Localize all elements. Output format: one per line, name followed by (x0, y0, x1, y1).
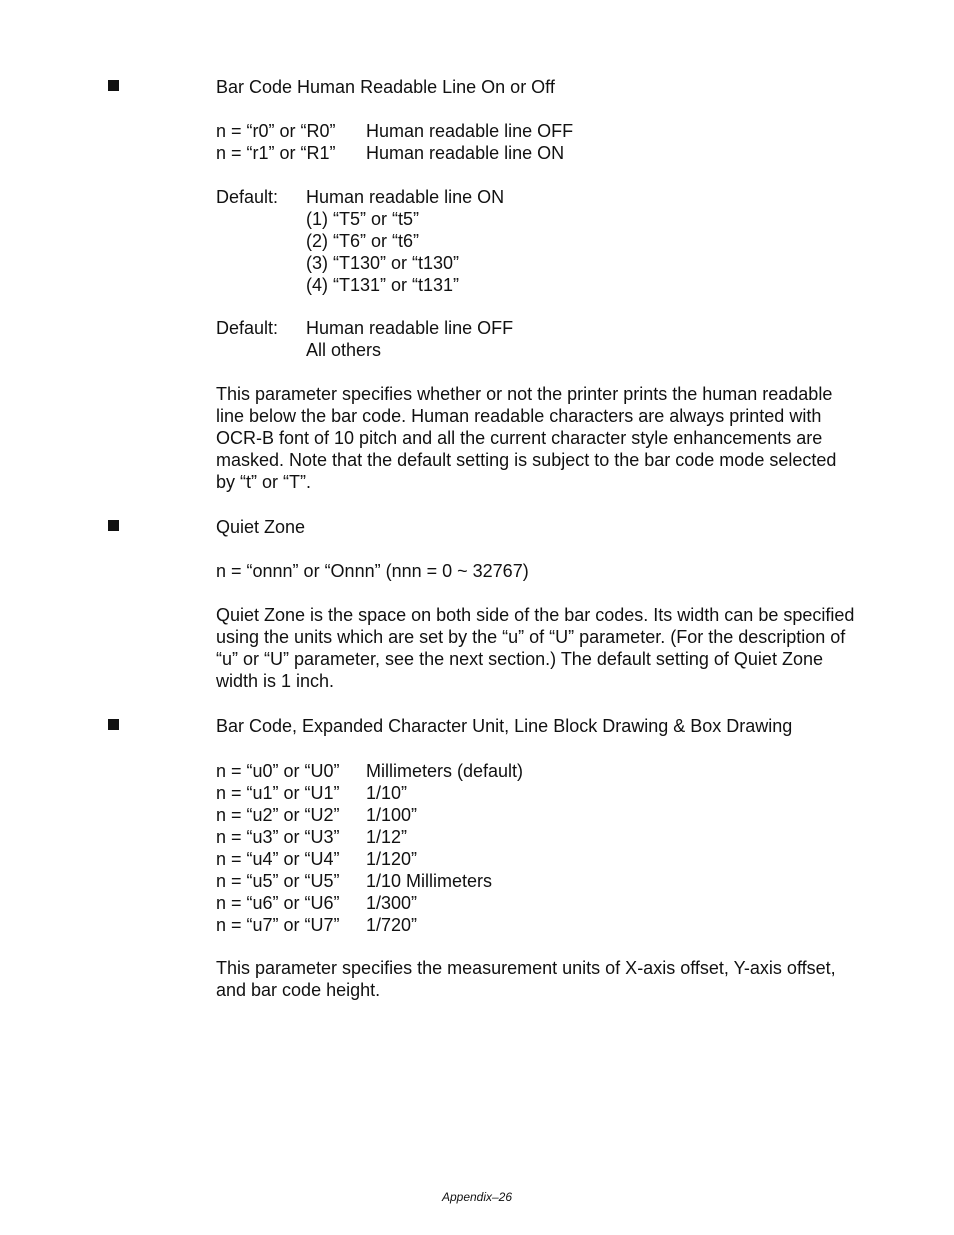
option-desc: 1/120” (366, 849, 418, 869)
option-row-u7 (216, 914, 418, 936)
option-desc: 1/100” (366, 805, 418, 825)
document-page: Bar Code Human Readable Line On or Off n = “r0” or “R0” Human readable line OFF n = “r1” or “R1” Human readable line ON Default: Human readable line ON (1) “T5” or “t5” (2) “T6” or “t6” (3) “T130” or “t130” (4) “T131” or “t131” Default: Human readable line OFF All others This parameter specifies whether or not the printer prints the human readable line below the bar code. Human readable characters are always printed with OCR-B font of 10 pitch and all the current character style enhancements are masked. Note that the default setting is subject to the bar code mode selected by “t” or “T”. Quiet Zone n = “onnn” or “Onnn” (nnn = 0 ~ 32767) Quiet Zone is the space on both side of the bar codes. Its width can be specified using the units which are set by the “u” of “U” parameter. (For the description of “u” or “U” parameter, see the next section.) The default setting of Quiet Zone width is 1 inch. Bar Code, Expanded Character Unit, Line Block Drawing & Box Drawing n = “u0” or “U0” Millimeters (default) n = “u1” or “U1” 1/10” n = “u2” or “U2” 1/100” n = “u3” or “U3” 1/12” n = “u4” or “U4” 1/120” n = “u5” or “U5” 1/10 Millimeters n = “u6” or “U6” 1/300” n = “u7” or “U7” 1/720” This parameter specifies the measurement units of X-axis offset, Y-axis offset, and bar code height. Appendix–26 (0, 0, 954, 1235)
option-row-u1 (216, 782, 408, 804)
option-row-u0 (216, 760, 524, 782)
option-code: n = “r0” or “R0” (216, 121, 336, 141)
section-heading-units: Bar Code, Expanded Character Unit, Line Block Drawing & Box Drawing (216, 716, 793, 736)
quiet-zone-syntax: n = “onnn” or “Onnn” (nnn = 0 ~ 32767) (216, 561, 529, 581)
option-desc: 1/12” (366, 827, 408, 847)
option-code: n = “r1” or “R1” (216, 143, 336, 163)
option-desc: 1/300” (366, 893, 418, 913)
option-row-u2 (216, 804, 418, 826)
option-code: n = “u7” or “U7” (216, 915, 340, 935)
option-row-r0 (216, 120, 574, 142)
option-row-u5 (216, 870, 493, 892)
section-bullet-quiet-zone (108, 520, 119, 531)
paragraph-human-readable: This parameter specifies whether or not the printer prints the human readable line below the bar code. Human readable characters are always printed with OCR-B font of 10 pitch and all the current character style enhancements are masked. Note that the default setting is subject to the bar code mode selected by “t” or “T”. (216, 384, 837, 492)
paragraph-quiet-zone: Quiet Zone is the space on both side of the bar codes. Its width can be specified using the units which are set by the “u” of “U” parameter. (For the description of “u” or “U” parameter, see the next section.) The default setting of Quiet Zone width is 1 inch. (216, 605, 855, 691)
section-bullet-units (108, 719, 119, 730)
default-value: Human readable line OFF (306, 318, 514, 338)
option-code: n = “u5” or “U5” (216, 871, 340, 891)
option-code: n = “u0” or “U0” (216, 761, 340, 781)
option-code: n = “u2” or “U2” (216, 805, 340, 825)
option-desc: Human readable line OFF (366, 121, 574, 141)
option-desc: Human readable line ON (366, 143, 565, 163)
option-row-r1 (216, 142, 565, 164)
option-desc: 1/720” (366, 915, 418, 935)
option-row-u3 (216, 826, 408, 848)
option-code: n = “u4” or “U4” (216, 849, 340, 869)
option-desc: 1/10” (366, 783, 408, 803)
option-desc: 1/10 Millimeters (366, 871, 493, 891)
option-row-u6 (216, 892, 418, 914)
section-heading-quiet-zone: Quiet Zone (216, 517, 306, 537)
paragraph-units: This parameter specifies the measurement units of X-axis offset, Y-axis offset, and bar code height. (216, 958, 836, 1000)
option-desc: Millimeters (default) (366, 761, 524, 781)
option-code: n = “u6” or “U6” (216, 893, 340, 913)
default-value: Human readable line ON (306, 187, 505, 207)
section-heading-human-readable: Bar Code Human Readable Line On or Off (216, 77, 555, 97)
default-row-off (216, 317, 514, 339)
default-row-on (216, 186, 505, 208)
option-row-u4 (216, 848, 418, 870)
default-label: Default: (216, 187, 279, 207)
option-code: n = “u1” or “U1” (216, 783, 340, 803)
default-label: Default: (216, 318, 279, 338)
section-bullet-human-readable (108, 80, 119, 91)
page-footer: Appendix–26 (441, 1190, 513, 1204)
option-code: n = “u3” or “U3” (216, 827, 340, 847)
